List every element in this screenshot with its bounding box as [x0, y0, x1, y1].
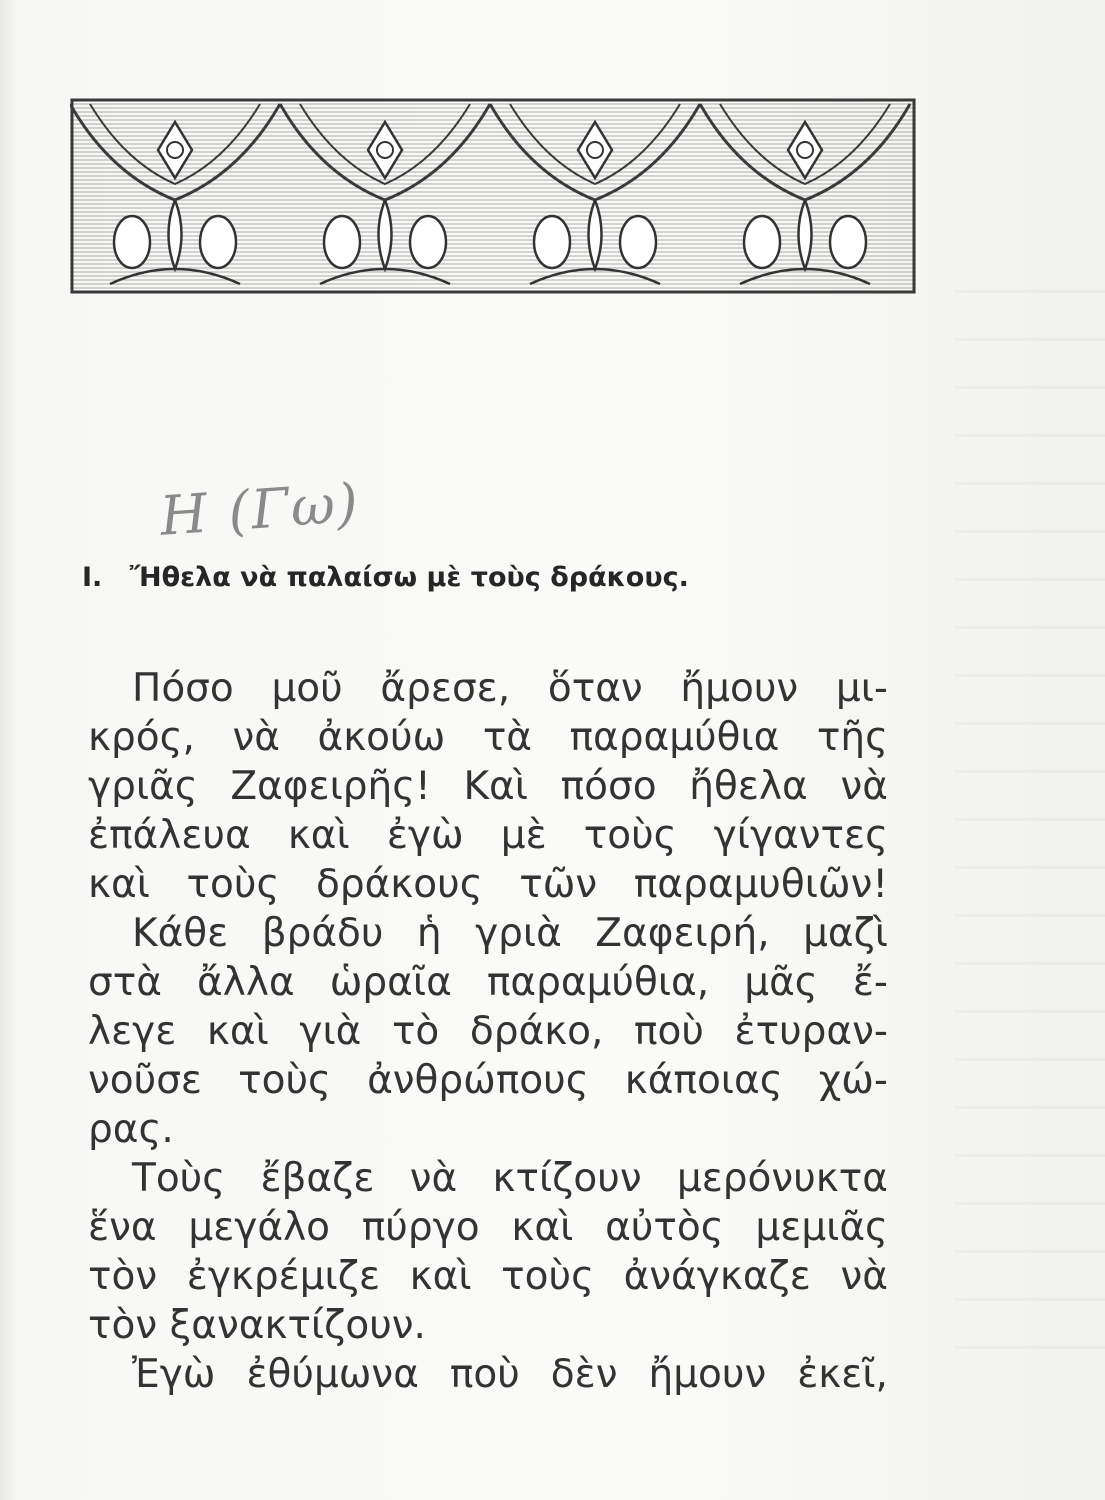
word: αὐτὸς: [605, 1205, 724, 1250]
word: ἄρεσε,: [380, 666, 511, 711]
word: τὰ: [482, 715, 533, 760]
word: Κάθε: [132, 911, 229, 956]
word: νὰ: [409, 1156, 458, 1201]
word: τὸν: [88, 1254, 158, 1299]
word: ποὺ: [634, 1009, 704, 1054]
word: καὶ: [206, 1009, 269, 1054]
story-text: [88, 664, 888, 1399]
text-line: [88, 1154, 888, 1203]
word: ἀνθρώπους: [367, 1058, 589, 1103]
word: κρός,: [88, 715, 195, 760]
text-line: ρας.: [88, 1107, 174, 1152]
word: μερόνυκτα: [676, 1156, 888, 1201]
word: Ἐγὼ: [132, 1352, 216, 1397]
word: πόσο: [560, 764, 657, 809]
chapter-heading: [82, 562, 902, 593]
word: ἤθελα: [689, 764, 808, 809]
text-line: [88, 1056, 888, 1105]
word: λεγε: [88, 1009, 177, 1054]
chapter-number: I.: [82, 562, 103, 593]
word: καὶ: [511, 1205, 574, 1250]
word: μεμιᾶς: [755, 1205, 888, 1250]
word: ἐκεῖ,: [797, 1352, 888, 1397]
word: ἔβαζε: [260, 1156, 375, 1201]
word: ἤμουν: [680, 666, 799, 711]
word: Πόσο: [132, 666, 234, 711]
text-line: [88, 909, 888, 958]
word: δὲν: [550, 1352, 618, 1397]
word: τοὺς: [238, 1058, 331, 1103]
word: καὶ: [409, 1254, 472, 1299]
word: Ζαφειρή,: [595, 911, 770, 956]
word: μι-: [835, 666, 888, 711]
word: ἀκούω: [317, 715, 446, 760]
word: τῶν: [519, 862, 598, 907]
word: κάποιας: [624, 1058, 783, 1103]
word: δράκο,: [469, 1009, 604, 1054]
word: νὰ: [840, 764, 888, 809]
word: ἐθύμωνα: [246, 1352, 419, 1397]
word: ἔ-: [852, 960, 888, 1005]
word: ἐγὼ: [386, 813, 464, 858]
word: ἤμουν: [648, 1352, 767, 1397]
word: Καὶ: [463, 764, 528, 809]
word: τῆς: [816, 715, 888, 760]
word: γριὰ: [475, 911, 562, 956]
word: Τοὺς: [132, 1156, 226, 1201]
text-line: [88, 1007, 888, 1056]
word: νοῦσε: [88, 1058, 203, 1103]
word: ἐπάλευα: [88, 813, 251, 858]
text-line: [88, 958, 888, 1007]
word: νὰ: [232, 715, 280, 760]
word: ἡ: [416, 911, 442, 956]
word: παραμύθια,: [486, 960, 710, 1005]
text-line: [88, 664, 888, 713]
ornamental-header-band: [70, 98, 916, 294]
text-line: [88, 811, 888, 860]
chapter-title: Ἤθελα νὰ παλαίσω μὲ τοὺς δράκους.: [129, 562, 689, 593]
word: κτίζουν: [492, 1156, 642, 1201]
word: μοῦ: [271, 666, 343, 711]
word: καὶ: [88, 862, 150, 907]
word: τοὺς: [186, 862, 280, 907]
word: ποὺ: [449, 1352, 520, 1397]
word: γριᾶς: [88, 764, 198, 809]
word: μεγάλο: [188, 1205, 331, 1250]
text-line: [88, 1350, 888, 1399]
word: Ζαφειρῆς!: [230, 764, 431, 809]
word: μὲ: [500, 813, 547, 858]
word: μᾶς: [744, 960, 818, 1005]
word: τὸ: [391, 1009, 440, 1054]
text-line: [88, 1252, 888, 1301]
word: ἀνάγκαζε: [623, 1254, 811, 1299]
text-line: τὸν ξανακτίζουν.: [88, 1303, 426, 1348]
word: παραμύθια: [569, 715, 780, 760]
word: παραμυθιῶν!: [633, 862, 888, 907]
word: ὅταν: [547, 666, 643, 711]
word: πύργο: [361, 1205, 480, 1250]
word: μαζὶ: [803, 911, 888, 956]
show-through-text: [955, 290, 1105, 1390]
word: ἄλλα: [197, 960, 295, 1005]
word: ἕνα: [88, 1205, 157, 1250]
word: στὰ: [88, 960, 162, 1005]
word: τοὺς: [583, 813, 677, 858]
word: δράκους: [315, 862, 483, 907]
word: ἐγκρέμιζε: [186, 1254, 381, 1299]
handwritten-annotation: Η (Γω): [158, 471, 362, 548]
text-line: [88, 762, 888, 811]
text-line: [88, 1203, 888, 1252]
word: χώ-: [818, 1058, 888, 1103]
word: βράδυ: [261, 911, 384, 956]
word: ἐτυραν-: [734, 1009, 888, 1054]
word: καὶ: [287, 813, 350, 858]
word: νὰ: [840, 1254, 888, 1299]
word: γίγαντες: [713, 813, 888, 858]
word: γιὰ: [299, 1009, 362, 1054]
text-line: [88, 713, 888, 762]
word: ὡραῖα: [329, 960, 452, 1005]
word: τοὺς: [501, 1254, 594, 1299]
text-line: [88, 860, 888, 909]
